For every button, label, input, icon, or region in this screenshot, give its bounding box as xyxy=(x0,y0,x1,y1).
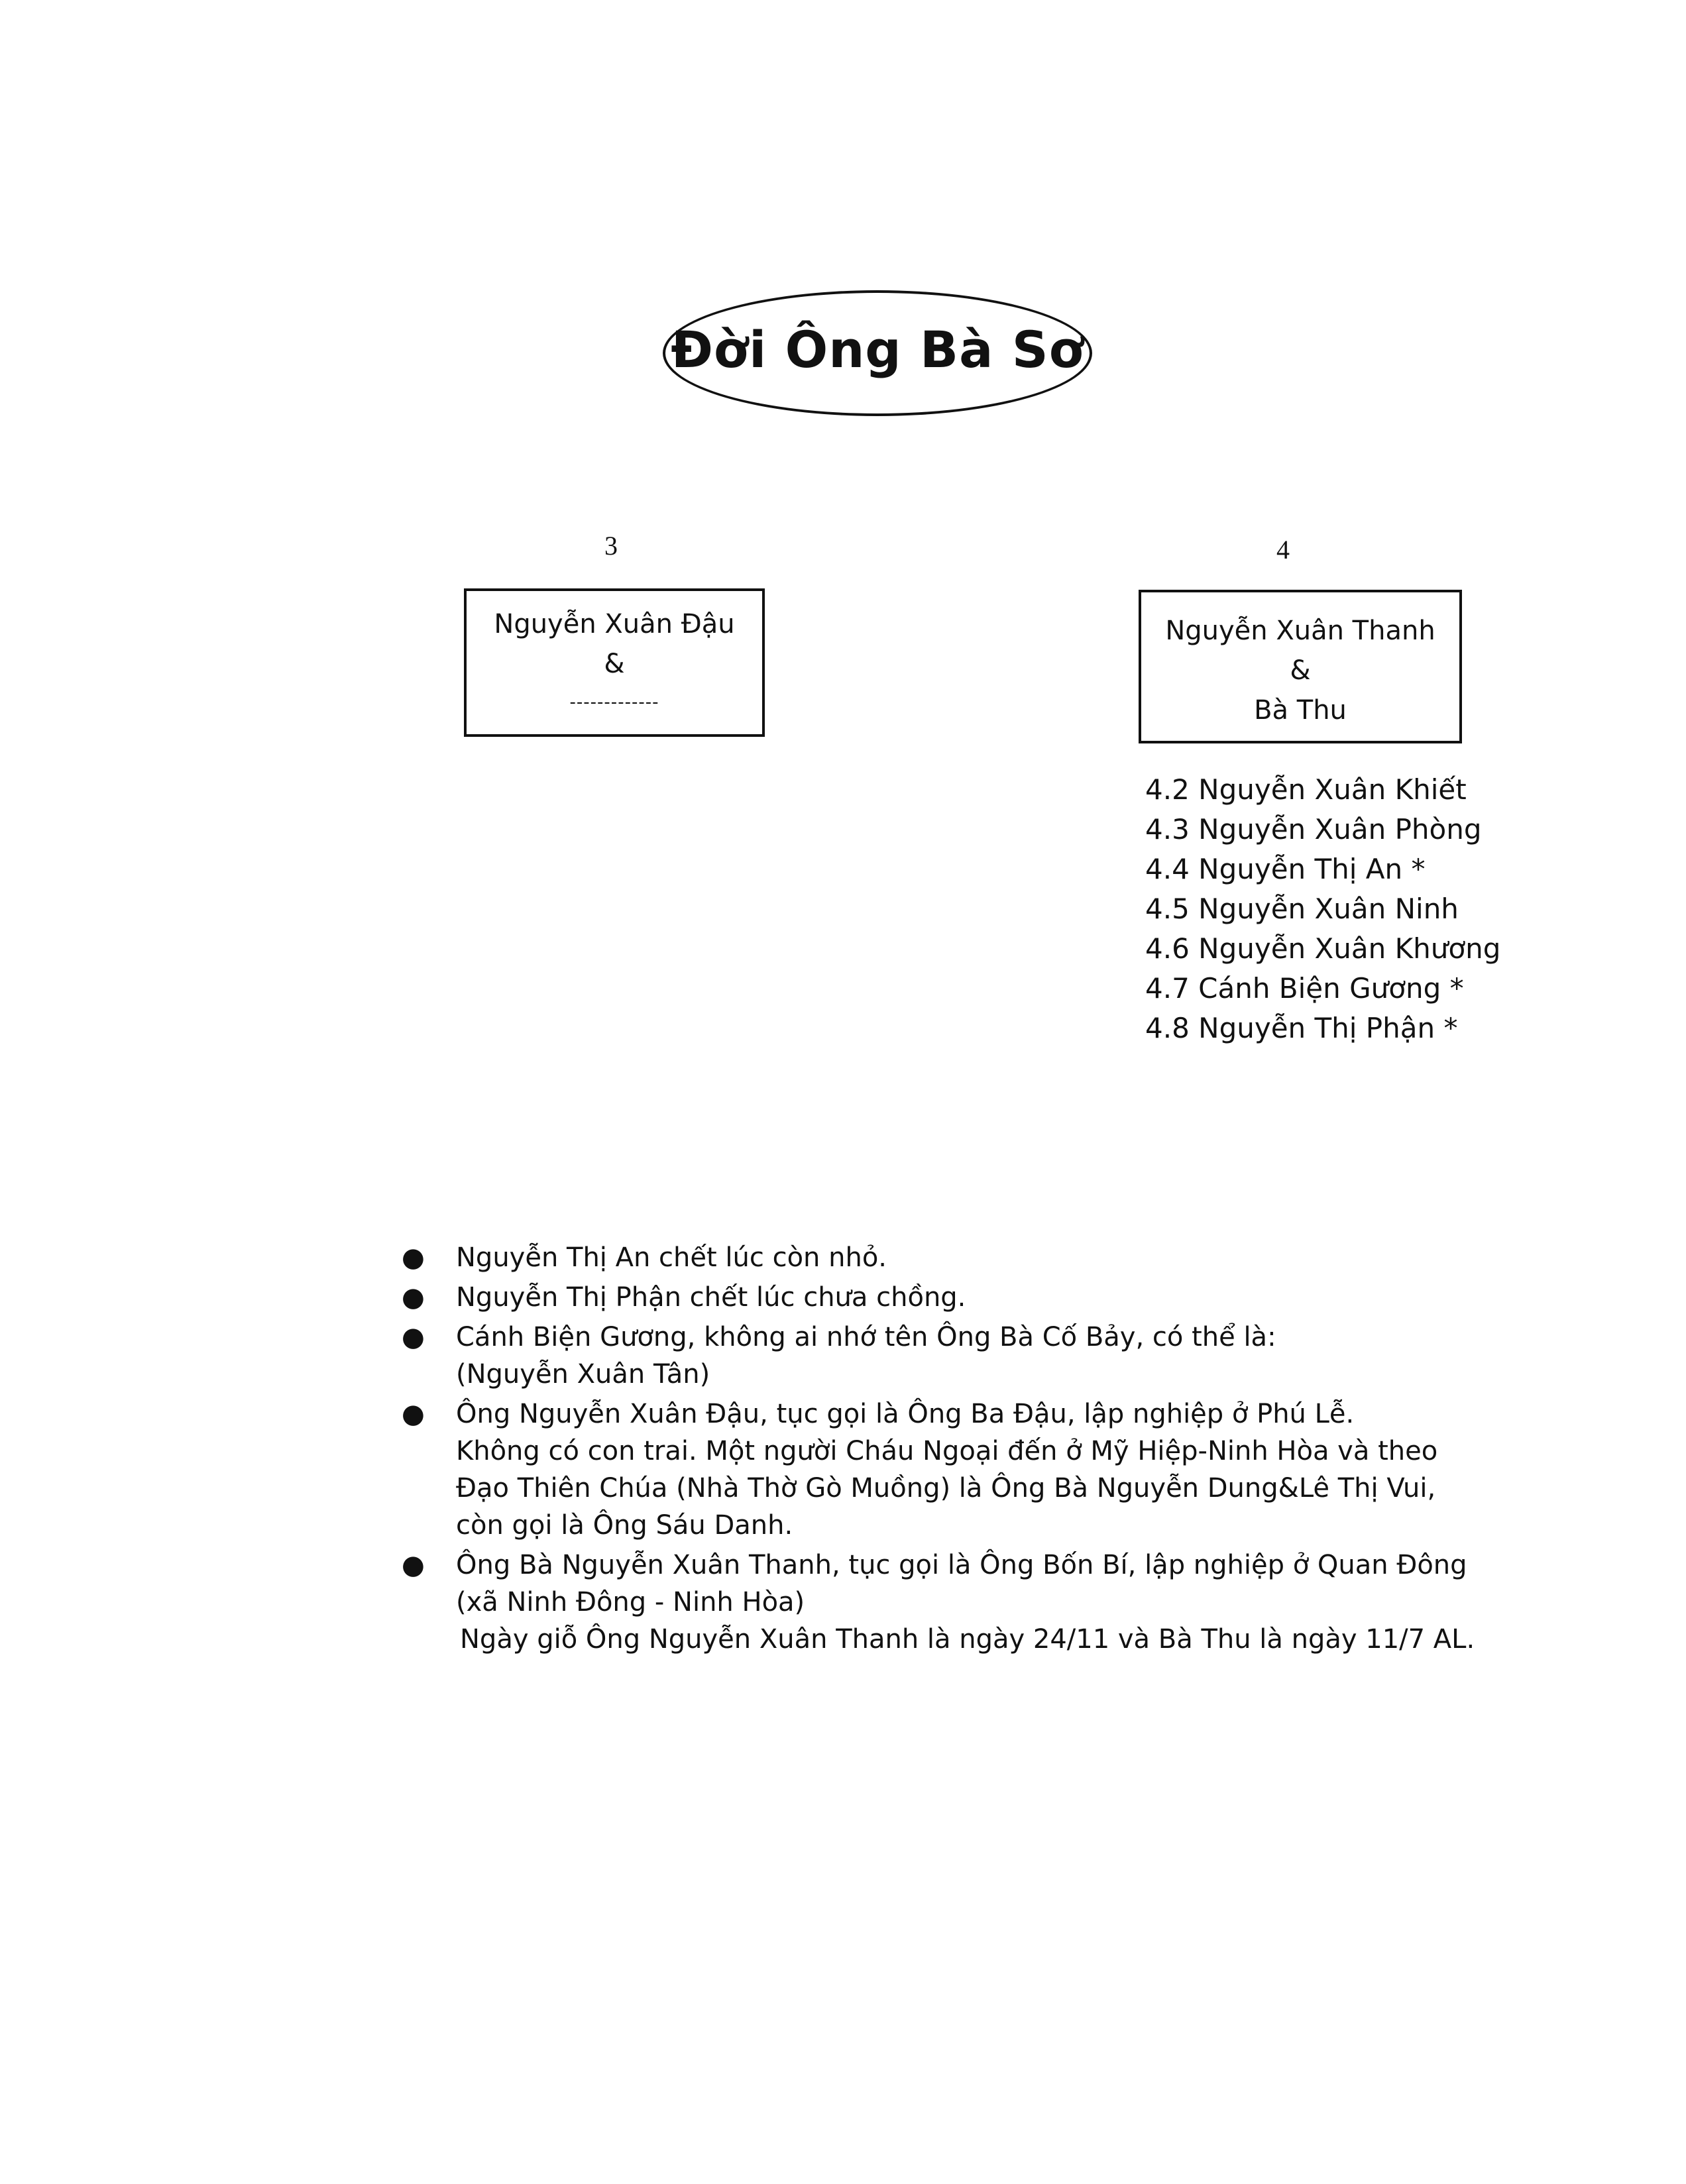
note-text: Ông Bà Nguyễn Xuân Thanh, tục gọi là Ông Bốn Bí, lập nghiệp ở Quan Đông xyxy=(456,1550,1467,1580)
notes-list xyxy=(398,1239,1524,1661)
branch-box-3 xyxy=(464,588,765,737)
note-item xyxy=(398,1239,1524,1276)
list-item: 4.4 Nguyễn Thị An * xyxy=(1145,853,1426,885)
list-item: 4.5 Nguyễn Xuân Ninh xyxy=(1145,893,1459,925)
branch-number-3: 3 xyxy=(604,531,618,561)
bullet-icon: ● xyxy=(402,1282,425,1313)
branch-4-wife: Bà Thu xyxy=(1254,695,1347,726)
list-item: 4.6 Nguyễn Xuân Khương xyxy=(1145,932,1501,965)
branch-3-husband: Nguyễn Xuân Đậu xyxy=(494,609,735,639)
note-text: Cánh Biện Gương, không ai nhớ tên Ông Bà Cố Bảy, có thể là: xyxy=(456,1322,1276,1352)
note-text: còn gọi là Ông Sáu Danh. xyxy=(456,1510,793,1541)
branch-4-ampersand: & xyxy=(1290,655,1311,686)
note-text: Không có con trai. Một người Cháu Ngoại đến ở Mỹ Hiệp-Ninh Hòa và theo xyxy=(456,1436,1438,1466)
list-item: 4.7 Cánh Biện Gương * xyxy=(1145,972,1464,1005)
note-text: Đạo Thiên Chúa (Nhà Thờ Gò Muồng) là Ông Bà Nguyễn Dung&Lê Thị Vui, xyxy=(456,1473,1436,1503)
note-item xyxy=(398,1395,1524,1544)
bullet-icon: ● xyxy=(402,1550,425,1580)
branch-4-husband: Nguyễn Xuân Thanh xyxy=(1165,616,1435,646)
branch-box-4 xyxy=(1139,590,1462,743)
list-item: 4.2 Nguyễn Xuân Khiết xyxy=(1145,773,1467,806)
page-title: Đời Ông Bà Sơ xyxy=(671,320,1084,379)
list-item: 4.3 Nguyễn Xuân Phòng xyxy=(1145,813,1482,846)
note-item xyxy=(398,1319,1524,1393)
bullet-icon: ● xyxy=(402,1399,425,1429)
note-text: (Nguyễn Xuân Tân) xyxy=(456,1359,710,1390)
branch-3-ampersand: & xyxy=(604,649,625,679)
list-item: 4.8 Nguyễn Thị Phận * xyxy=(1145,1012,1458,1044)
note-text: Ông Nguyễn Xuân Đậu, tục gọi là Ông Ba Đậu, lập nghiệp ở Phú Lễ. xyxy=(456,1399,1355,1429)
note-item xyxy=(398,1547,1524,1658)
note-text: Ngày giỗ Ông Nguyễn Xuân Thanh là ngày 24/11 và Bà Thu là ngày 11/7 AL. xyxy=(460,1624,1475,1655)
branch-3-wife-unknown: ------------- xyxy=(569,692,659,712)
note-text: Nguyễn Thị Phận chết lúc chưa chồng. xyxy=(456,1282,966,1313)
bullet-icon: ● xyxy=(402,1242,425,1273)
children-list xyxy=(1145,770,1500,1048)
note-text: Nguyễn Thị An chết lúc còn nhỏ. xyxy=(456,1242,887,1273)
note-text: (xã Ninh Đông - Ninh Hòa) xyxy=(456,1587,805,1617)
bullet-icon: ● xyxy=(402,1322,425,1352)
note-item xyxy=(398,1279,1524,1316)
branch-number-4: 4 xyxy=(1276,535,1290,565)
